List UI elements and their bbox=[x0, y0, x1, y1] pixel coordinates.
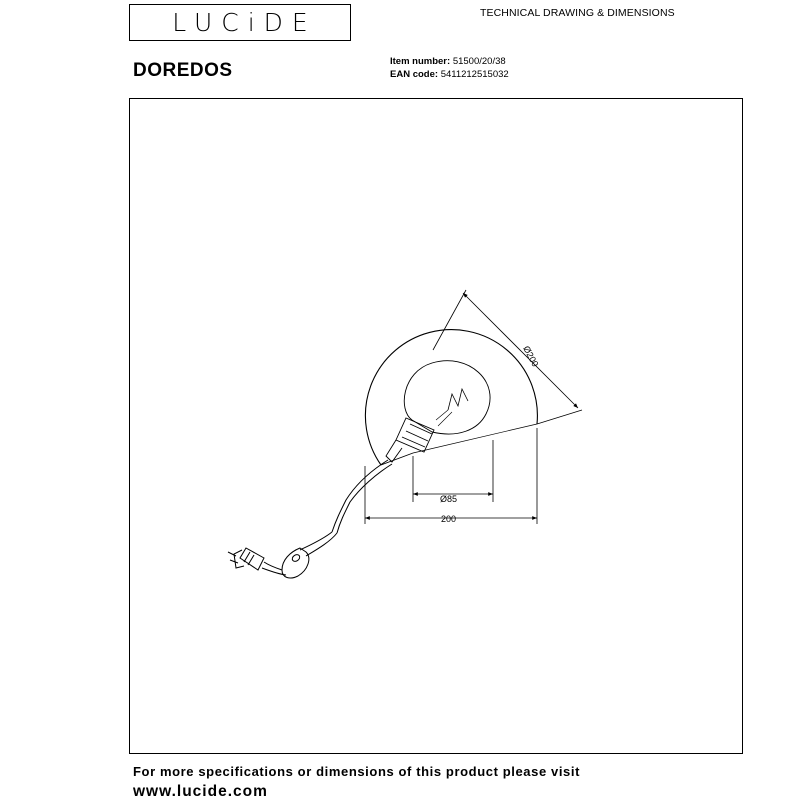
website-link[interactable]: www.lucide.com bbox=[133, 783, 268, 800]
cable-switch-icon bbox=[262, 548, 309, 578]
document-type: TECHNICAL DRAWING & DIMENSIONS bbox=[480, 7, 675, 19]
item-number-value: 51500/20/38 bbox=[452, 56, 506, 67]
width-dimension bbox=[365, 428, 537, 524]
item-number-label: Item number: bbox=[390, 56, 451, 67]
base-diameter-label: Ø85 bbox=[440, 494, 458, 504]
socket-icon bbox=[386, 418, 434, 462]
ean-code-label: EAN code: bbox=[390, 69, 439, 80]
diameter-dimension bbox=[433, 290, 582, 424]
logo-text: LUCiDE bbox=[172, 8, 317, 37]
footer-info-text: For more specifications or dimensions of this product please visit bbox=[133, 764, 581, 779]
width-label: 200 bbox=[441, 514, 457, 524]
power-cable-icon bbox=[300, 460, 392, 556]
diameter-label: Ø200 bbox=[521, 344, 541, 369]
product-name: DOREDOS bbox=[133, 60, 233, 81]
plug-icon bbox=[228, 548, 264, 570]
ean-code-value: 5411212515032 bbox=[440, 69, 509, 80]
